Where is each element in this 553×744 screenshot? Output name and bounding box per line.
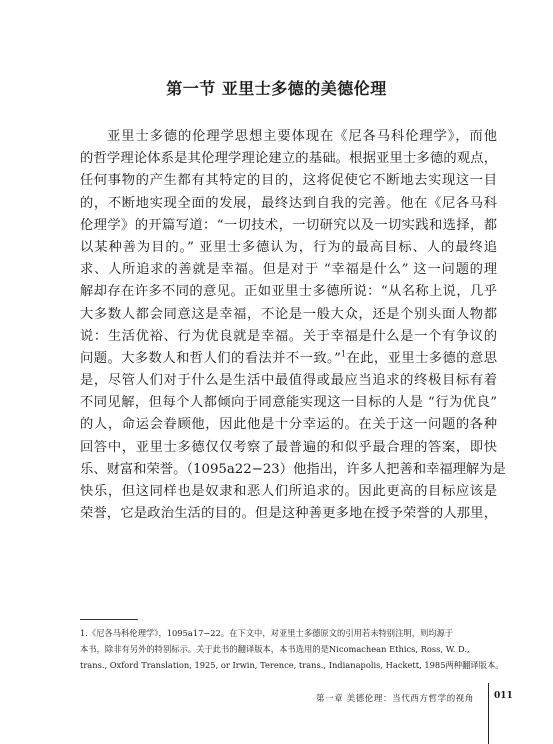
body-line: 求、人所追求的善就是幸福。但是对于 “幸福是什么” 这一问题的理 <box>80 262 497 278</box>
footnote-reference[interactable]: 1 <box>340 349 347 359</box>
body-line: 的，不断地实现全面的发展，最终达到自我的完善。他在《尼各马科 <box>80 195 497 211</box>
footer-divider <box>488 683 489 744</box>
body-line: 的人，命运会眷顾他，因此他是十分幸运的。在关于这一问题的各种 <box>80 417 497 433</box>
body-line: 以某种善为目的。” 亚里士多德认为，行为的最高目标、人的最终追 <box>80 239 497 255</box>
body-line: 任何事物的产生都有其特定的目的，这将促使它不断地去实现这一目 <box>80 173 497 189</box>
body-line: 大多数人都会同意这是幸福，不论是一般大众，还是个别头面人物都 <box>80 306 497 322</box>
body-line: 伦理学》的开篇写道：“一切技术，一切研究以及一切实践和选择，都 <box>80 217 497 233</box>
body-line: 是，尽管人们对于什么是生活中最值得或最应当追求的终极目标有着 <box>80 373 497 389</box>
footnote <box>80 625 504 673</box>
page-number: 011 <box>494 691 513 701</box>
footnote-line: trans., Oxford Translation, 1925, or Irwin, Terence, trans., Indianapolis, Hackett, 1985两种翻译版本。 <box>80 660 504 670</box>
running-footer: 第一章 美德伦理：当代西方哲学的视角 <box>316 694 475 704</box>
body-line: 乐、财富和荣誉。（1095a22−23）他指出，许多人把善和幸福理解为是 <box>80 461 506 477</box>
body-text-span: 问题。大多数人和哲人们的看法并不一致。” <box>80 350 341 366</box>
body-line: 解却存在许多不同的意见。正如亚里士多德所说：“从名称上说，几乎 <box>80 284 497 300</box>
body-line: 不同见解，但每个人都倾向于同意能实现这一目标的人是 “行为优良” <box>80 395 497 411</box>
body-line: 说：生活优裕、行为优良就是幸福。关于幸福是什么是一个有争议的 <box>80 328 497 344</box>
body-line: 的哲学理论体系是其伦理学理论建立的基础。根据亚里士多德的观点， <box>80 151 497 167</box>
body-text-span: 在此，亚里士多德的意思 <box>346 350 498 366</box>
body-line: 亚里士多德的伦理学思想主要体现在《尼各马科伦理学》，而他 <box>107 129 497 144</box>
section-title: 第一节 亚里士多德的美德伦理 <box>166 79 387 98</box>
body-line: 快乐，但这同样也是奴隶和恶人们所追求的。因此更高的目标应该是 <box>80 484 497 499</box>
body-line: 回答中，亚里士多德仅仅考察了最普遍的和似乎最合理的答案，即快 <box>80 439 497 455</box>
body-paragraph <box>80 126 506 525</box>
footnote-line: 本书，除非有另外的特别标示。关于此书的翻译版本，本书选用的是Nicomachean Ethics, Ross, W. D., <box>80 644 470 654</box>
footnote-line: 1.《尼各马科伦理学》，1095a17−22。在下文中，对亚里士多德原文的引用若未特别注明，则均源于 <box>80 628 454 638</box>
footnote-divider <box>80 619 138 620</box>
body-line-with-footnote <box>80 348 497 370</box>
body-line: 荣誉，它是政治生活的目的。但是这种善更多地在授予荣誉的人那里， <box>80 506 497 522</box>
